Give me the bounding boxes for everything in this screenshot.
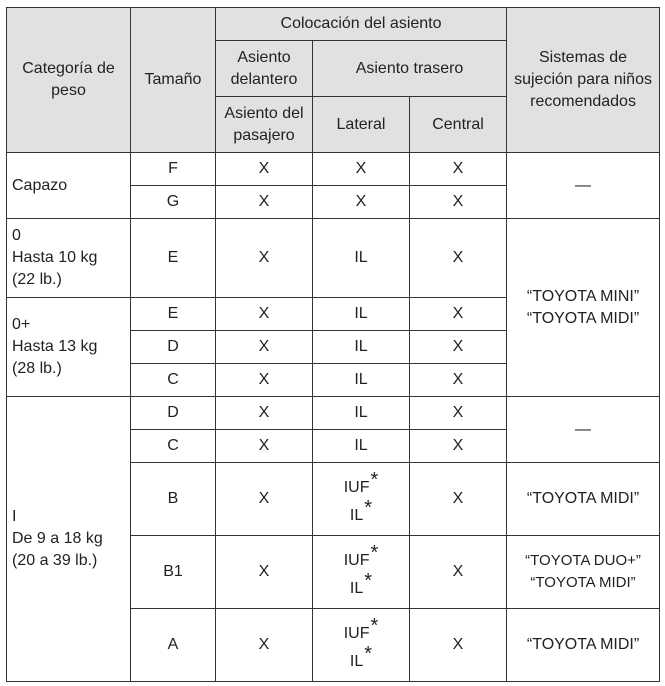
header-rear-seat: Asiento trasero: [313, 41, 507, 97]
front-cell: X: [216, 219, 313, 298]
lateral-iuf-text: IUF: [343, 552, 370, 569]
header-lateral: Lateral: [313, 97, 410, 153]
central-cell: X: [410, 186, 507, 219]
asterisk-mark: *: [370, 469, 379, 491]
recommendation-cell: “TOYOTA MINI” “TOYOTA MIDI”: [507, 219, 660, 397]
lateral-il-text: IL: [349, 580, 364, 597]
header-seat-placement: Colocación del asiento: [216, 8, 507, 41]
lateral-il-text: IL: [349, 653, 364, 670]
size-cell: E: [131, 298, 216, 331]
front-cell: X: [216, 430, 313, 463]
central-cell: X: [410, 331, 507, 364]
central-cell: X: [410, 153, 507, 186]
lateral-cell: IL: [313, 430, 410, 463]
front-cell: X: [216, 298, 313, 331]
size-cell: B1: [131, 536, 216, 609]
size-cell: C: [131, 364, 216, 397]
child-restraint-table: [6, 7, 660, 682]
lateral-cell: IL: [313, 219, 410, 298]
recommendation-cell: —: [507, 397, 660, 463]
lateral-cell: [313, 463, 410, 536]
header-size: Tamaño: [131, 8, 216, 153]
lateral-iuf-text: IUF: [343, 625, 370, 642]
lateral-iuf-text: IUF: [343, 479, 370, 496]
front-cell: X: [216, 186, 313, 219]
table-row: [7, 397, 660, 430]
central-cell: X: [410, 364, 507, 397]
table-row: [7, 219, 660, 298]
lateral-cell: [313, 609, 410, 682]
header-passenger-seat: Asiento del pasajero: [216, 97, 313, 153]
asterisk-mark: *: [370, 542, 379, 564]
lateral-cell: X: [313, 153, 410, 186]
header-recommended-systems: Sistemas de sujeción para niños recomendados: [507, 8, 660, 153]
size-cell: G: [131, 186, 216, 219]
asterisk-mark: *: [364, 570, 373, 592]
lateral-cell: IL: [313, 397, 410, 430]
recommendation-cell: “TOYOTA DUO+” “TOYOTA MIDI”: [507, 536, 660, 609]
central-cell: X: [410, 219, 507, 298]
size-cell: A: [131, 609, 216, 682]
recommendation-cell: “TOYOTA MIDI”: [507, 609, 660, 682]
asterisk-mark: *: [370, 615, 379, 637]
recommendation-cell: —: [507, 153, 660, 219]
table-row: [7, 153, 660, 186]
asterisk-mark: *: [364, 497, 373, 519]
lateral-il-text: IL: [349, 507, 364, 524]
central-cell: X: [410, 430, 507, 463]
lateral-cell: IL: [313, 298, 410, 331]
front-cell: X: [216, 153, 313, 186]
lateral-cell: IL: [313, 331, 410, 364]
group-0plus-label: 0+ Hasta 13 kg (28 lb.): [7, 298, 131, 397]
lateral-cell: X: [313, 186, 410, 219]
header-front-seat: Asiento delantero: [216, 41, 313, 97]
group-I-label: I De 9 a 18 kg (20 a 39 lb.): [7, 397, 131, 682]
central-cell: X: [410, 463, 507, 536]
front-cell: X: [216, 463, 313, 536]
size-cell: D: [131, 331, 216, 364]
central-cell: X: [410, 536, 507, 609]
header-weight-category: Categoría de peso: [7, 8, 131, 153]
recommendation-cell: “TOYOTA MIDI”: [507, 463, 660, 536]
front-cell: X: [216, 536, 313, 609]
size-cell: B: [131, 463, 216, 536]
front-cell: X: [216, 397, 313, 430]
central-cell: X: [410, 298, 507, 331]
central-cell: X: [410, 609, 507, 682]
size-cell: D: [131, 397, 216, 430]
size-cell: C: [131, 430, 216, 463]
group-capazo-label: Capazo: [7, 153, 131, 219]
lateral-cell: [313, 536, 410, 609]
group-0-label: 0 Hasta 10 kg (22 lb.): [7, 219, 131, 298]
lateral-cell: IL: [313, 364, 410, 397]
header-central: Central: [410, 97, 507, 153]
size-cell: F: [131, 153, 216, 186]
front-cell: X: [216, 609, 313, 682]
front-cell: X: [216, 331, 313, 364]
front-cell: X: [216, 364, 313, 397]
asterisk-mark: *: [364, 643, 373, 665]
size-cell: E: [131, 219, 216, 298]
central-cell: X: [410, 397, 507, 430]
